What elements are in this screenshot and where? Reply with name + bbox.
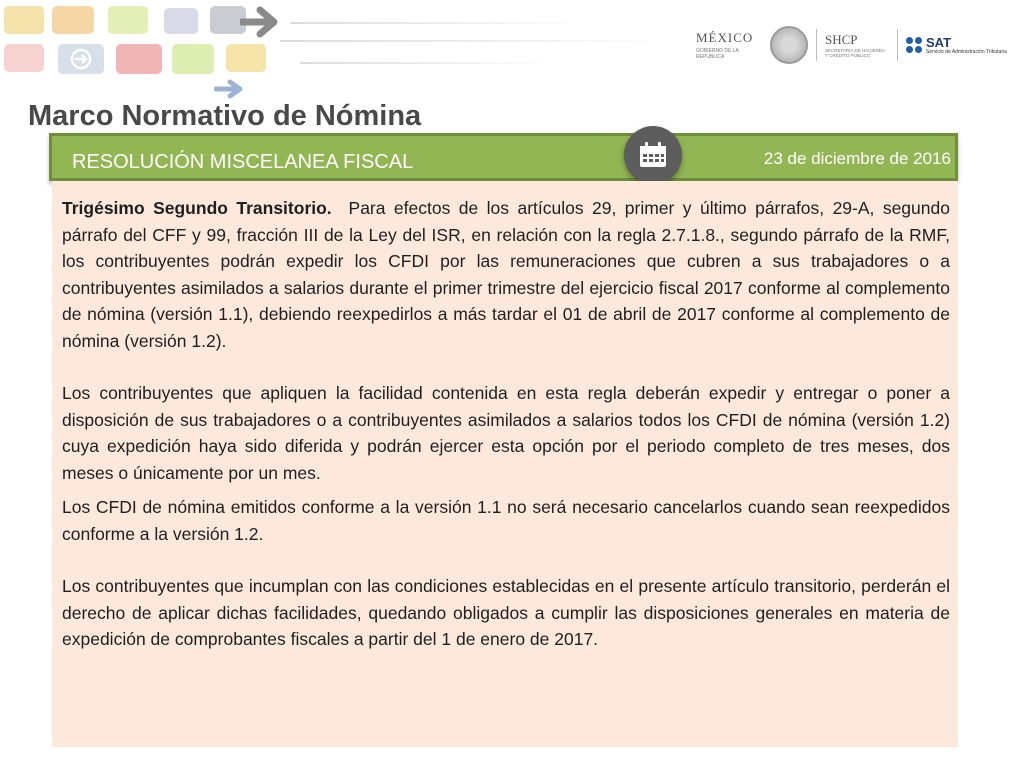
section-banner [49, 133, 958, 181]
national-seal-icon [770, 26, 808, 64]
paragraph-1-body: Para efectos de los artículos 29, primer y último párrafos, 29-A, segundo párrafo del CFF y 99, fracción III de la Ley del ISR, en relación con la regla 2.7.1.8., segundo párrafo de la RMF, los contribuyentes podrán expedir los CFDI por las remuneraciones que cubren a sus trabajadores o a contribuyentes asimilados a salarios durante el primer trimestre del ejercicio fiscal 2017 conforme al complemento de nómina (versión 1.1), debiendo reexpedirlos a más tardar el 01 de abril de 2017 conforme al complemento de nómina (versión 1.2). [62, 198, 950, 351]
paragraph-1 [62, 195, 950, 354]
banner-date: 23 de diciembre de 2016 [763, 149, 951, 168]
deco-streak [300, 62, 560, 64]
shcp-logo-subtitle: SECRETARÍA DE HACIENDA Y CRÉDITO PÚBLICO [825, 48, 885, 58]
deco-tile [172, 44, 214, 74]
mexico-logo-name: MÉXICO [696, 30, 754, 45]
shcp-logo-name: SHCP [825, 32, 858, 47]
deco-tile [164, 8, 198, 34]
deco-tile [4, 6, 44, 34]
sat-logo-name: SAT [926, 34, 952, 50]
arrow-right-icon [58, 44, 104, 74]
deco-tile [58, 44, 104, 74]
sat-logo [906, 36, 1016, 55]
small-arrow-icon [214, 78, 248, 100]
deco-tile [226, 44, 266, 72]
sat-dots-icon [906, 37, 922, 53]
paragraph-2: Los contribuyentes que apliquen la facilidad contenida en esta regla deberán expedir y entregar o poner a disposición de sus trabajadores o a contribuyentes asimilados a salarios todos los CFDI de nómina (versión 1.2) cuya expedición haya sido diferida y podrán ejercer esta opción por el periodo completo de tres meses, dos meses o únicamente por un mes. [62, 383, 950, 483]
calendar-badge [624, 126, 682, 184]
deco-tile [108, 6, 148, 34]
divider [816, 29, 817, 61]
mexico-logo [696, 30, 762, 60]
mexico-logo-subtitle: GOBIERNO DE LA REPÚBLICA [696, 48, 739, 60]
content-panel [52, 181, 958, 747]
paragraph-1-heading: Trigésimo Segundo Transitorio. [62, 198, 332, 218]
paragraph-3: Los CFDI de nómina emitidos conforme a la versión 1.1 no será necesario cancelarlos cuando sean reexpedidos conforme a la versión 1.2. [62, 497, 950, 544]
deco-tile [116, 44, 162, 74]
large-arrow-icon [240, 4, 284, 40]
deco-tile [4, 44, 44, 72]
deco-tile [52, 6, 94, 34]
divider [897, 29, 898, 61]
paragraph-4: Los contribuyentes que incumplan con las condiciones establecidas en el presente artículo transitorio, perderán el derecho de aplicar dichas facilidades, quedando obligados a cumplir las disposiciones generales en materia de expedición de comprobantes fiscales a partir del 1 de enero de 2017. [62, 576, 950, 649]
shcp-logo [825, 32, 889, 58]
calendar-icon [638, 141, 668, 169]
sat-logo-subtitle: Servicio de Administración Tributaria [926, 48, 1007, 55]
header-logos [696, 22, 1016, 68]
deco-streak [280, 40, 680, 42]
deco-streak [290, 22, 590, 24]
banner-title: RESOLUCIÓN MISCELANEA FISCAL [72, 151, 414, 173]
page-title: Marco Normativo de Nómina [28, 100, 422, 132]
